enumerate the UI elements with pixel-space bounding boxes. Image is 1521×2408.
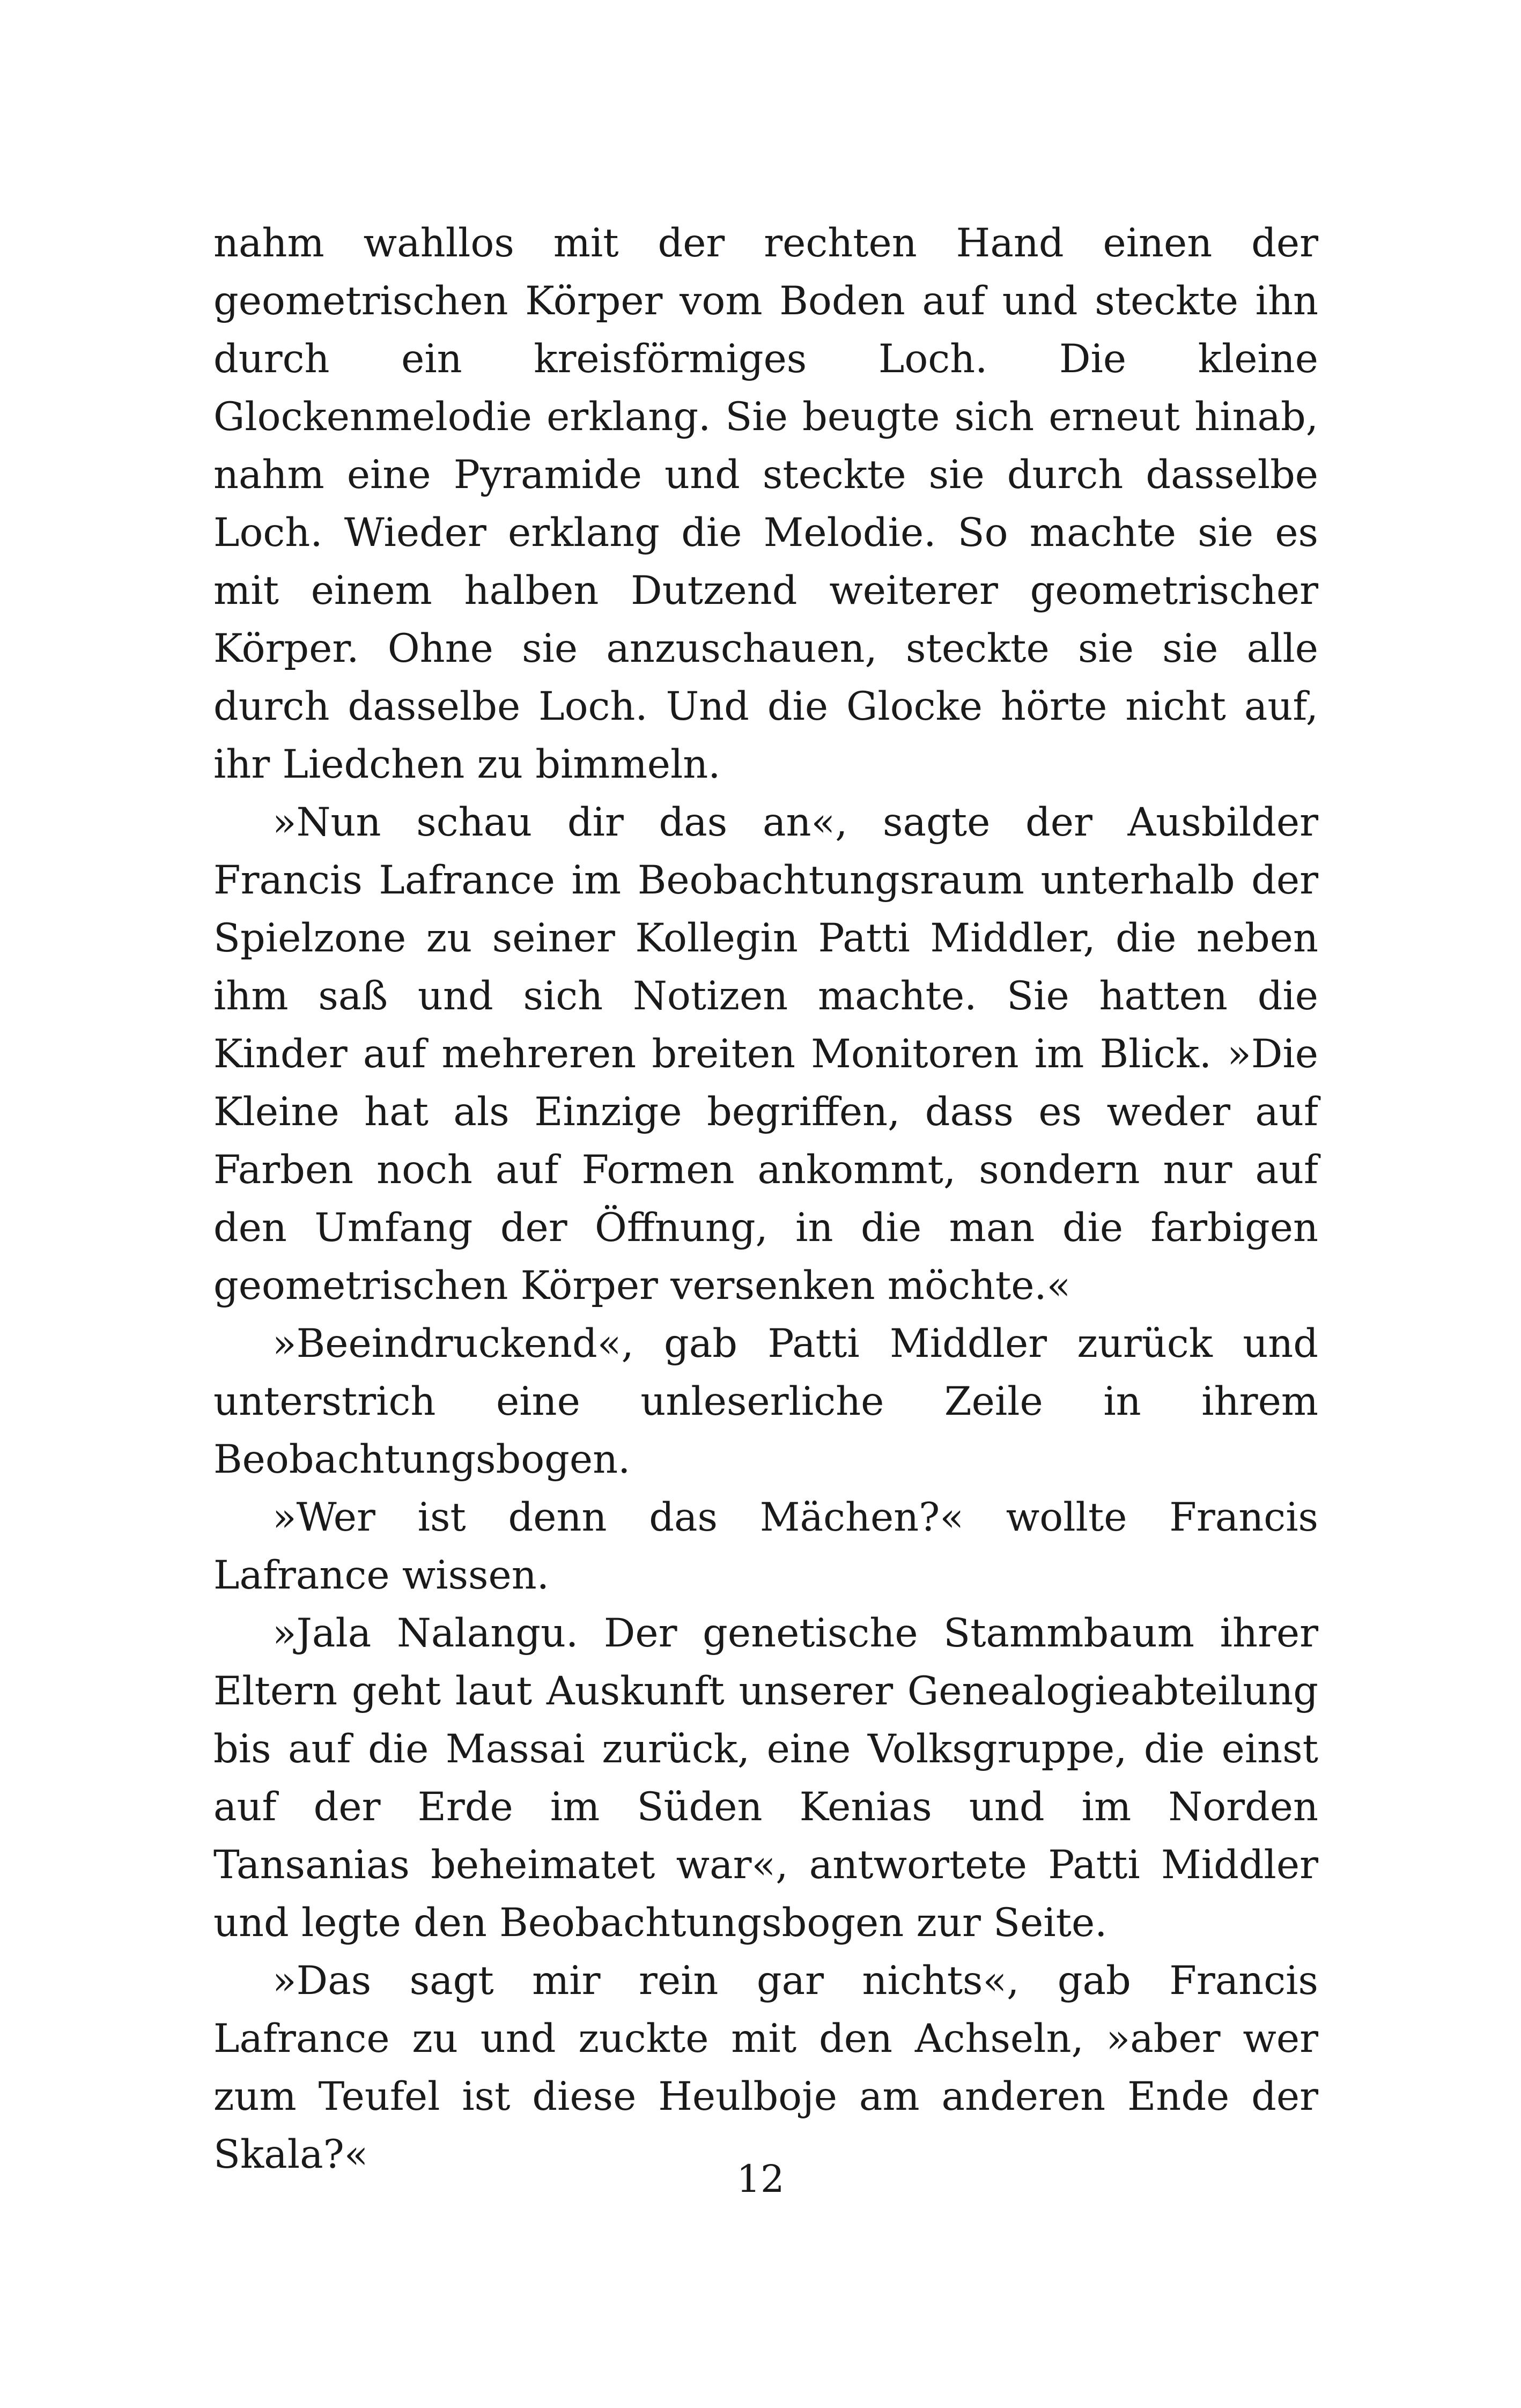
paragraph-answer: »Jala Nalangu. Der genetische Stammbaum ihrer Eltern geht laut Auskunft unserer Genealogieabteilung bis auf die Massai zurück, eine Volksgruppe, die einst auf der Erde im Süden Kenias und im Norden Tansanias beheimatet war«, antwortete Patti Middler und legte den Beobachtungsbogen zur Seite.	[213, 1611, 1318, 1946]
page-number: 12	[736, 2157, 785, 2201]
paragraph-question: »Wer ist denn das Mächen?« wollte Francis Lafrance wissen.	[213, 1495, 1318, 1598]
paragraph-continuation: nahm wahllos mit der rechten Hand einen der geometrischen Körper vom Boden auf und steckte ihn durch ein kreisförmiges Loch. Die kleine Glockenmelodie erklang. Sie beugte sich erneut hinab, nahm eine Pyramide und steckte sie durch dasselbe Loch. Wieder erklang die Melodie. So machte sie es mit einem halben Dutzend weiterer geometrischer Körper. Ohne sie anzuschauen, steckte sie sie alle durch dasselbe Loch. Und die Glocke hörte nicht auf, ihr Liedchen zu bimmeln.	[213, 220, 1318, 787]
body-text	[213, 215, 1318, 2184]
paragraph-dialogue-middler: »Beeindruckend«, gab Patti Middler zurück und unterstrich eine unleserliche Zeile in ihrem Beobachtungsbogen.	[213, 1321, 1318, 1482]
paragraph-dialogue-lafrance: »Nun schau dir das an«, sagte der Ausbilder Francis Lafrance im Beobachtungsraum unterhalb der Spielzone zu seiner Kollegin Patti Middler, die neben ihm saß und sich Notizen machte. Sie hatten die Kinder auf mehreren breiten Monitoren im Blick. »Die Kleine hat als Einzige begriffen, dass es weder auf Farben noch auf Formen ankommt, sondern nur auf den Umfang der Öffnung, in die man die farbigen geometrischen Körper versenken möchte.«	[213, 800, 1318, 1309]
paragraph-closing: »Das sagt mir rein gar nichts«, gab Francis Lafrance zu und zuckte mit den Achseln, »aber wer zum Teufel ist diese Heulboje am anderen Ende der Skala?«	[213, 1958, 1318, 2177]
